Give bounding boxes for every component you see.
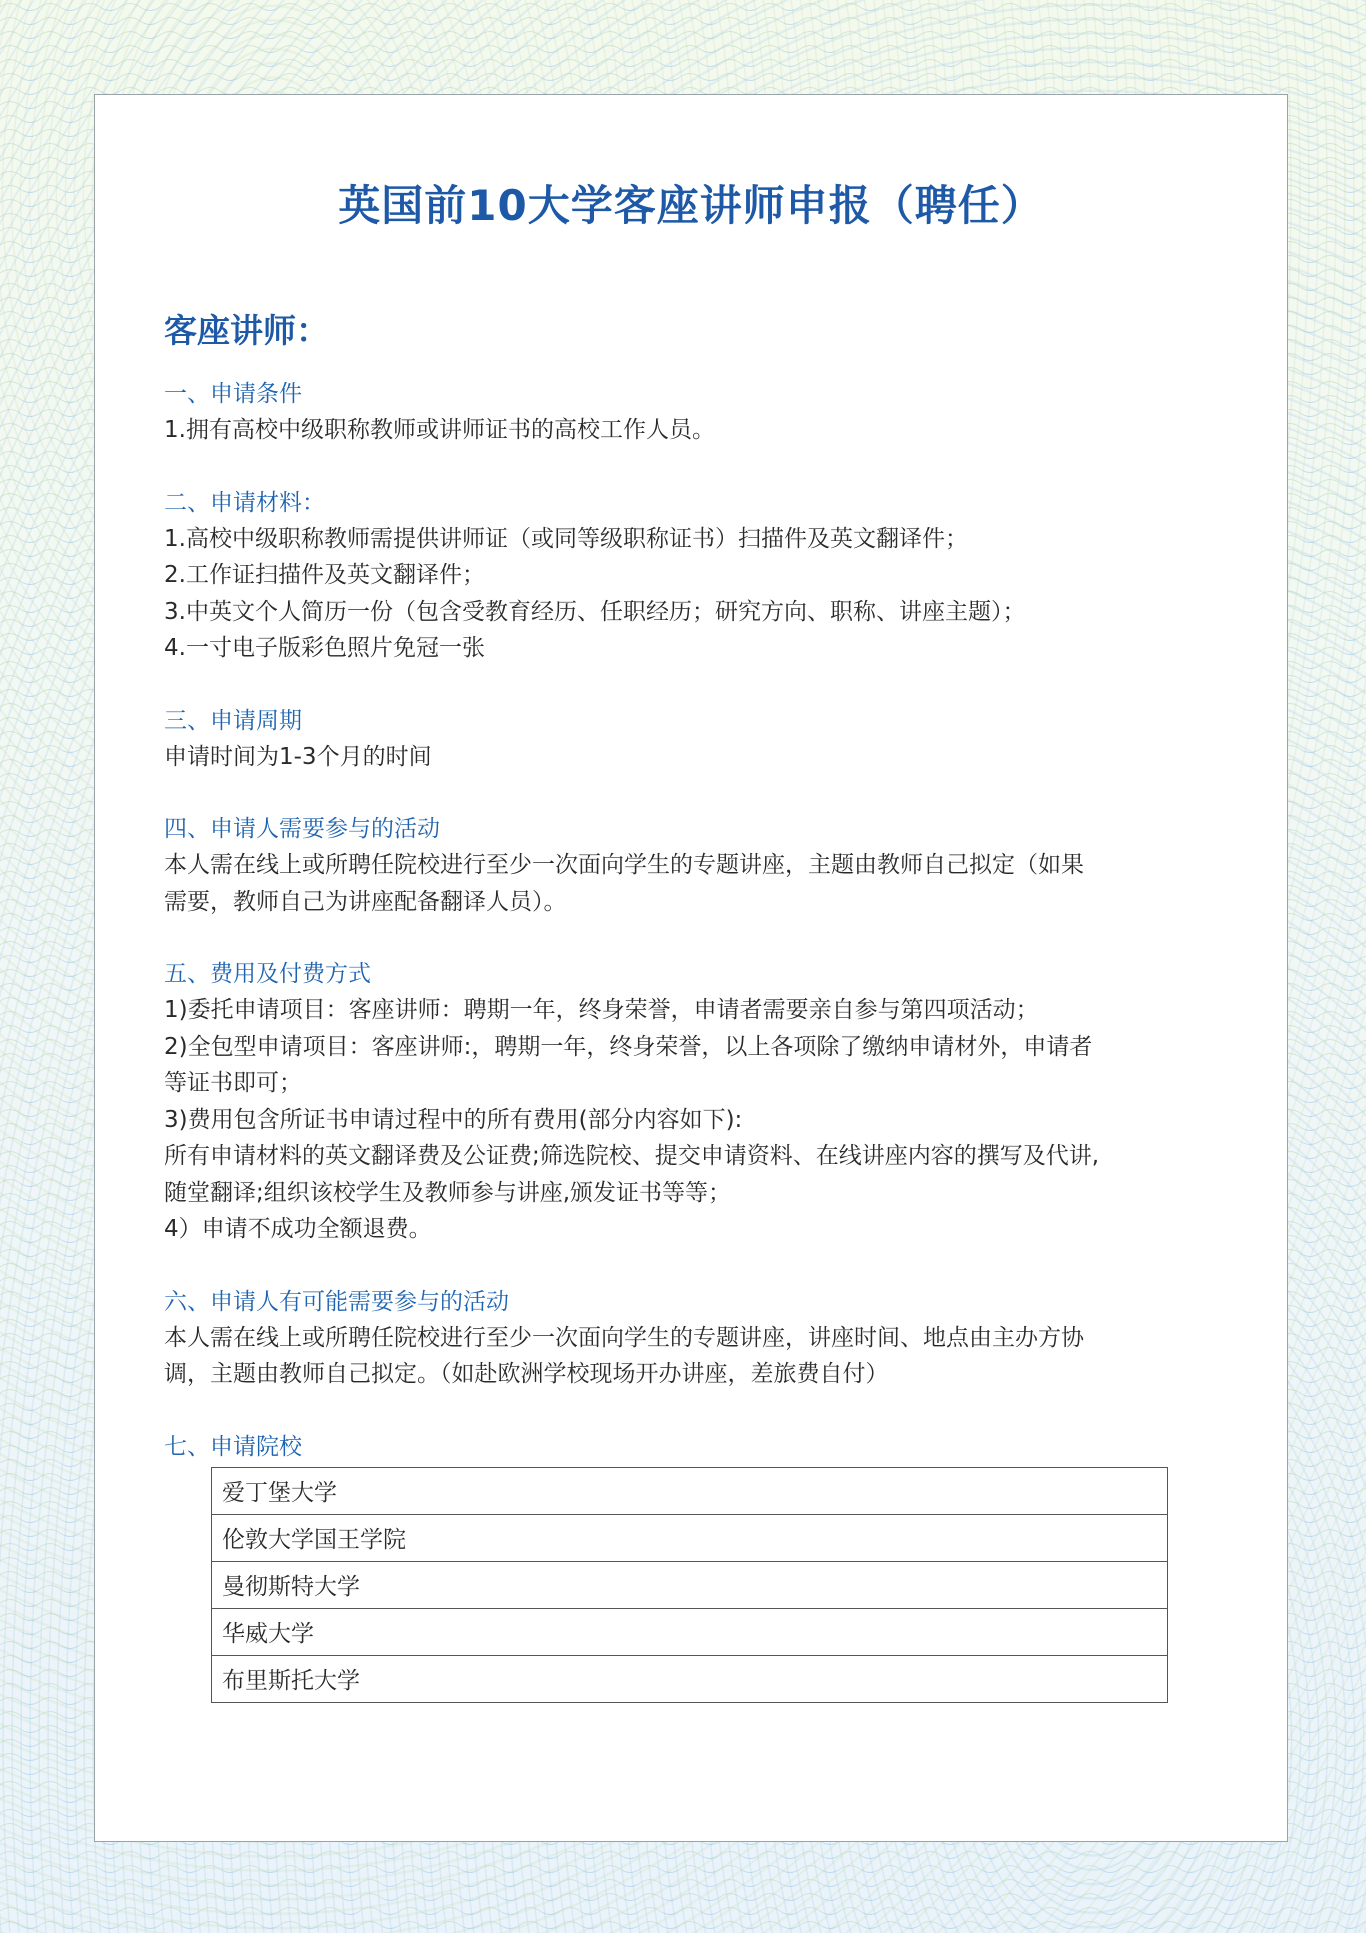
paragraph-line: 所有申请材料的英文翻译费及公证费;筛选院校、提交申请资料、在线讲座内容的撰写及代讲, xyxy=(164,1143,1100,1169)
paragraph-line: 2.工作证扫描件及英文翻译件； xyxy=(164,562,485,588)
section-period xyxy=(164,703,1224,776)
table-row xyxy=(212,1608,1168,1655)
paragraph-line: 4）申请不成功全额退费。 xyxy=(164,1216,432,1242)
university-cell: 华威大学 xyxy=(212,1608,1168,1655)
section-activities xyxy=(164,811,1224,920)
table-row xyxy=(212,1514,1168,1561)
document-content xyxy=(164,305,1224,1703)
paragraph-line: 1.拥有高校中级职称教师或讲师证书的高校工作人员。 xyxy=(164,417,715,443)
paragraph-line: 3)费用包含所证书申请过程中的所有费用(部分内容如下): xyxy=(164,1106,743,1133)
paragraph-line: 1)委托申请项目：客座讲师：聘期一年，终身荣誉，申请者需要亲自参与第四项活动； xyxy=(164,997,1039,1023)
section-fees xyxy=(164,956,1224,1248)
section-requirements xyxy=(164,376,1224,449)
paragraph-line: 本人需在线上或所聘任院校进行至少一次面向学生的专题讲座，讲座时间、地点由主办方协 xyxy=(164,1324,1084,1351)
section-title: 四、申请人需要参与的活动 xyxy=(164,816,440,842)
university-table xyxy=(211,1467,1168,1703)
university-cell: 伦敦大学国王学院 xyxy=(212,1514,1168,1561)
university-cell: 布里斯托大学 xyxy=(222,1668,360,1694)
university-cell: 爱丁堡大学 xyxy=(212,1467,1168,1514)
paragraph-line: 随堂翻译;组织该校学生及教师参与讲座,颁发证书等等； xyxy=(164,1179,732,1206)
table-row xyxy=(212,1467,1168,1514)
section-title: 三、申请周期 xyxy=(164,707,302,734)
section-universities xyxy=(164,1429,1224,1703)
section-title: 七、申请院校 xyxy=(164,1433,302,1460)
section-optional-activities xyxy=(164,1284,1224,1393)
paragraph-line: 3.中英文个人简历一份（包含受教育经历、任职经历；研究方向、职称、讲座主题）； xyxy=(164,598,1026,625)
paragraph-line: 申请时间为1-3个月的时间 xyxy=(164,743,432,770)
paragraph-line: 需要，教师自己为讲座配备翻译人员）。 xyxy=(164,888,567,915)
section-heading: 客座讲师： xyxy=(164,311,329,350)
paragraph-line: 等证书即可； xyxy=(164,1070,302,1096)
table-row xyxy=(212,1655,1168,1702)
section-title: 六、申请人有可能需要参与的活动 xyxy=(164,1288,509,1315)
paragraph-line: 本人需在线上或所聘任院校进行至少一次面向学生的专题讲座，主题由教师自己拟定（如果 xyxy=(164,852,1084,878)
document-title: 英国前10大学客座讲师申报（聘任） xyxy=(338,181,1044,230)
paragraph-line: 4.一寸电子版彩色照片免冠一张 xyxy=(164,635,485,661)
paragraph-line: 1.高校中级职称教师需提供讲师证（或同等级职称证书）扫描件及英文翻译件； xyxy=(164,525,968,552)
section-materials xyxy=(164,485,1224,667)
paragraph-line: 2)全包型申请项目：客座讲师:，聘期一年，终身荣誉，以上各项除了缴纳申请材外，申请者 xyxy=(164,1033,1093,1060)
section-title: 二、申请材料： xyxy=(164,489,325,516)
document-sheet xyxy=(94,94,1288,1842)
paragraph-line: 调，主题由教师自己拟定。（如赴欧洲学校现场开办讲座，差旅费自付） xyxy=(164,1361,889,1387)
section-title: 一、申请条件 xyxy=(164,381,302,407)
section-title: 五、费用及付费方式 xyxy=(164,961,371,987)
table-row xyxy=(212,1561,1168,1608)
university-cell: 曼彻斯特大学 xyxy=(212,1561,1168,1608)
